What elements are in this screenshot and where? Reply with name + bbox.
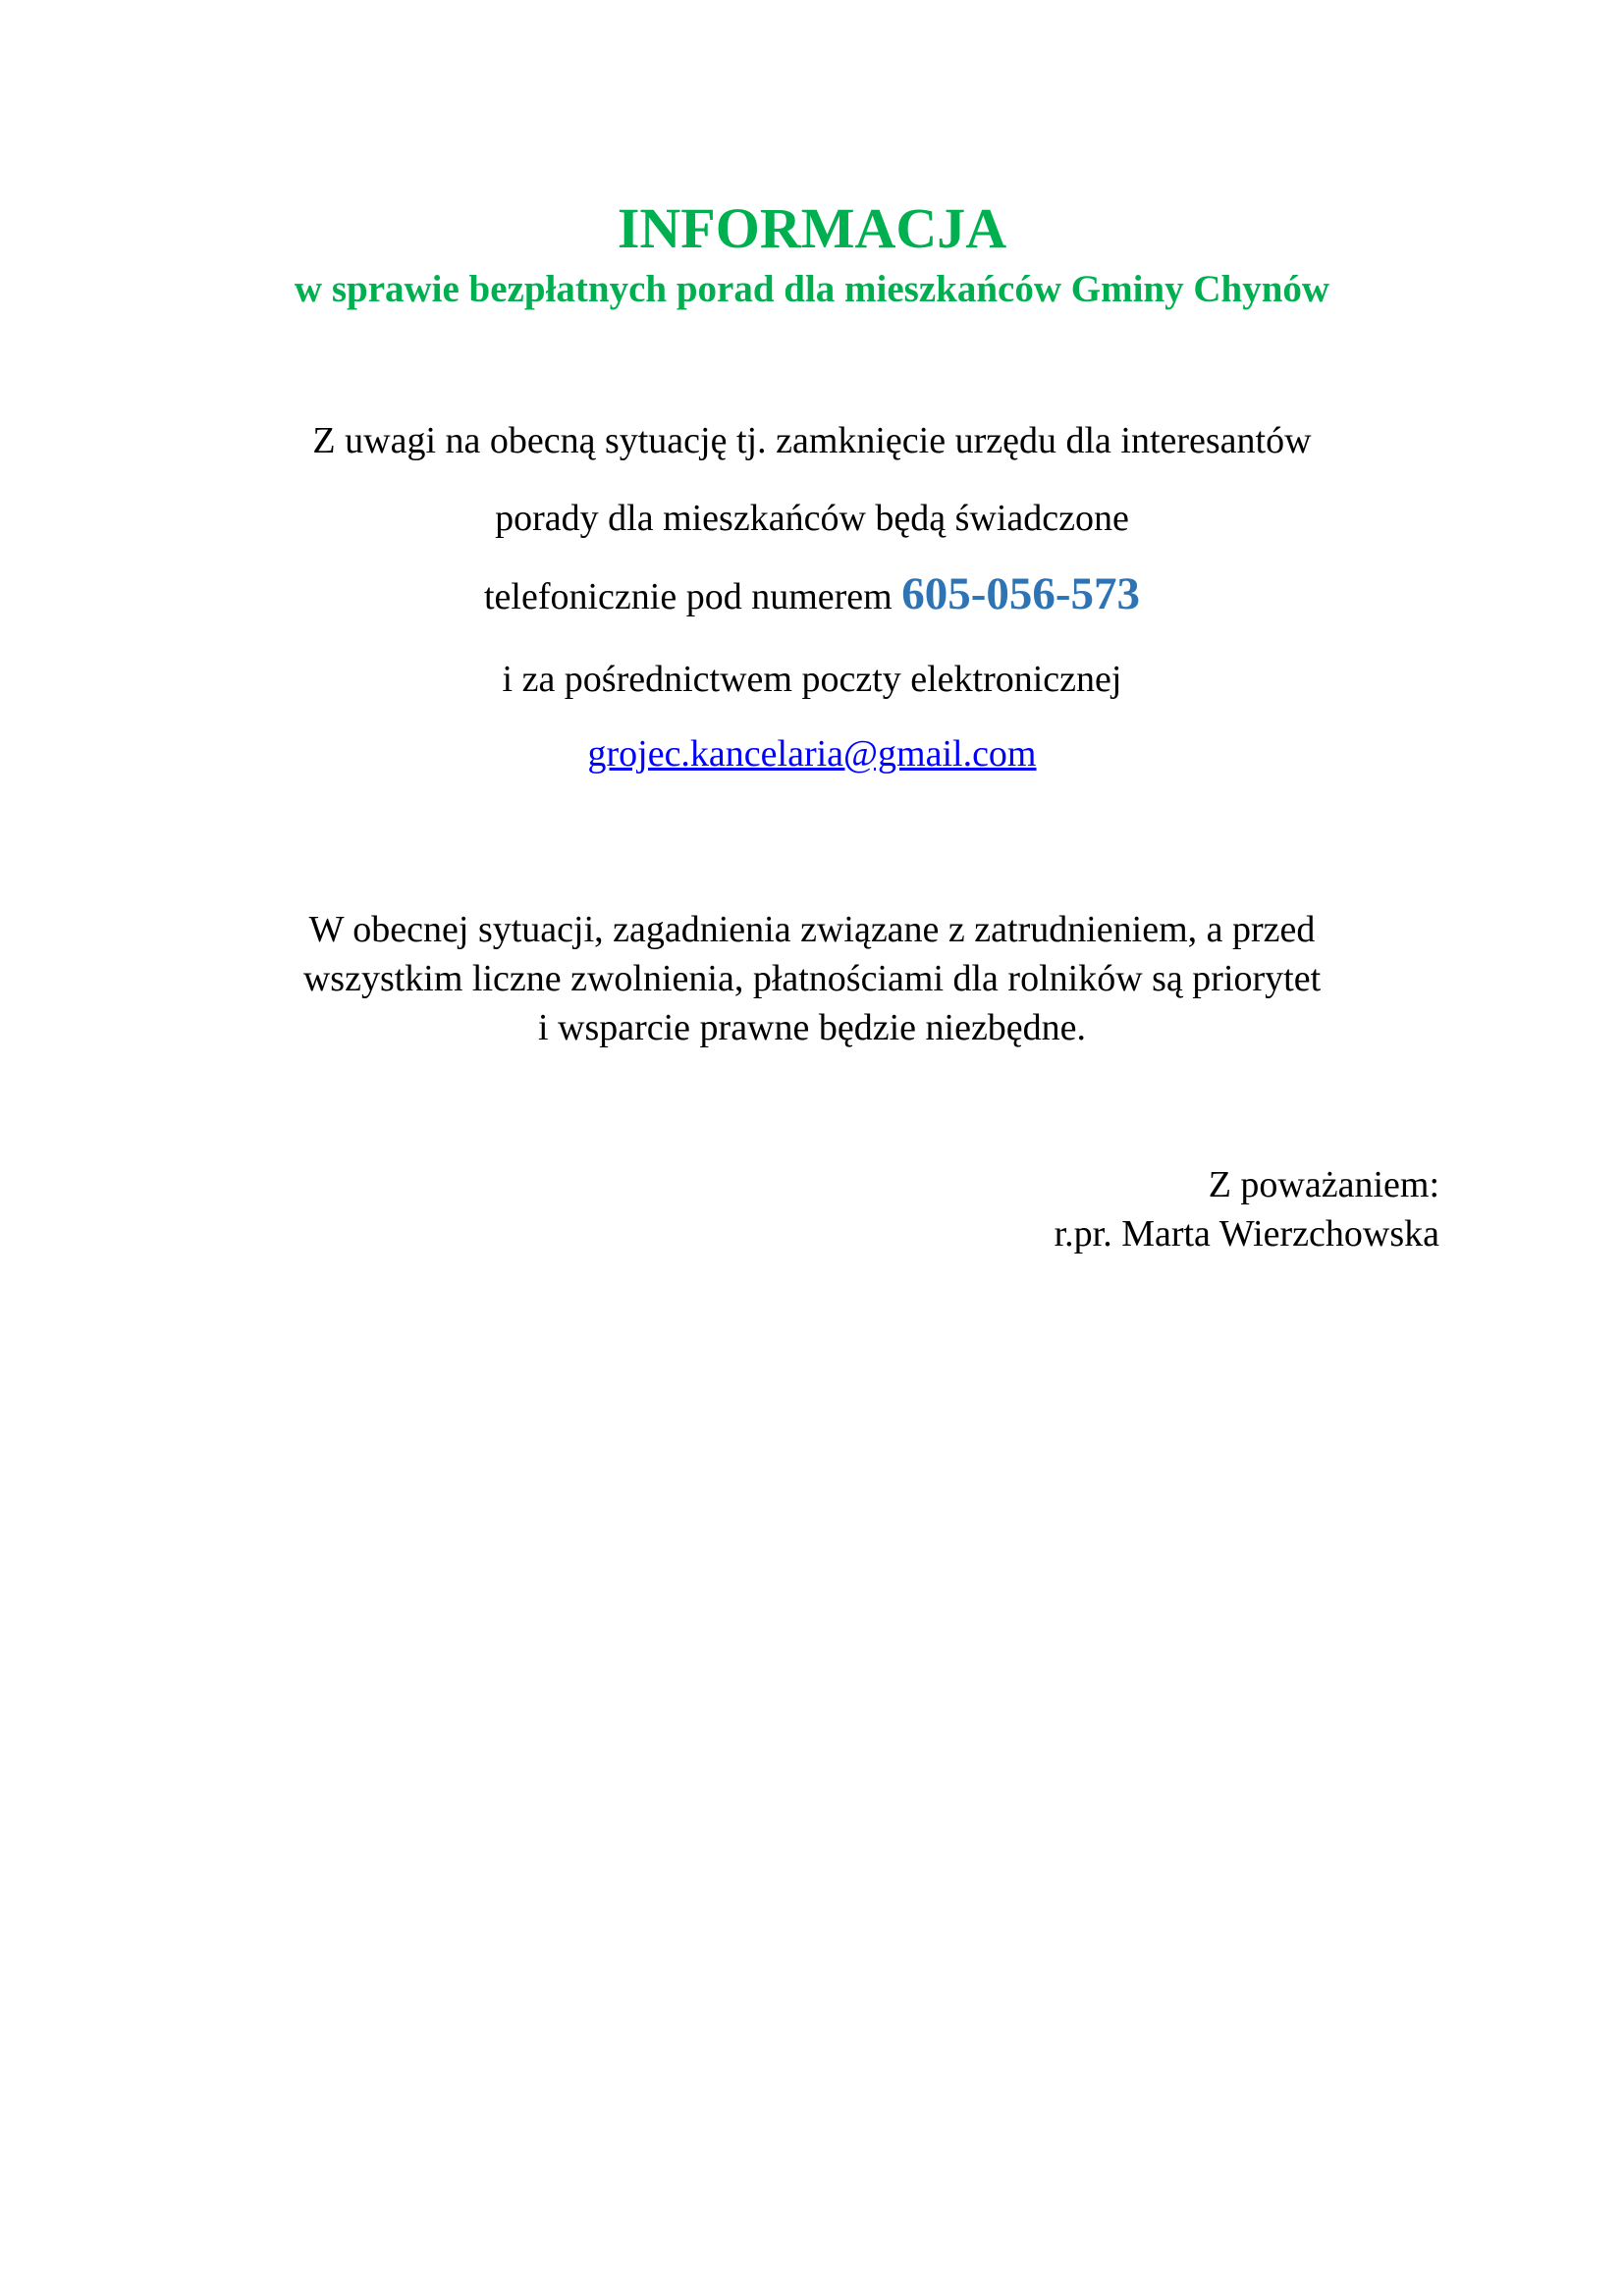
document-title: INFORMACJA — [617, 196, 1007, 260]
closing-block — [1055, 1160, 1439, 1258]
body-line-email-intro: i za pośrednictwem poczty elektronicznej — [502, 659, 1122, 700]
body-line-closure-notice: Z uwagi na obecną sytuację tj. zamknięcie urzędu dla interesantów — [312, 420, 1312, 461]
paragraph-line: wszystkim liczne zwolnienia, płatnościami dla rolników są priorytet — [302, 958, 1322, 999]
paragraph-line: W obecnej sytuacji, zagadnienia związane z zatrudnieniem, a przed — [308, 909, 1316, 950]
signature: r.pr. Marta Wierzchowska — [1054, 1213, 1439, 1255]
body-line-phone — [0, 569, 1624, 621]
paragraph-line: i wsparcie prawne będzie niezbędne. — [537, 1007, 1087, 1048]
phone-number: 605-056-573 — [901, 568, 1141, 619]
phone-intro-text: telefonicznie pod numerem — [483, 576, 902, 617]
priority-paragraph — [0, 905, 1624, 1052]
email-link[interactable]: grojec.kancelaria@gmail.com — [587, 733, 1037, 774]
closing-greeting: Z poważaniem: — [1208, 1164, 1439, 1205]
document-subtitle: w sprawie bezpłatnych porad dla mieszkańców Gminy Chynów — [294, 268, 1330, 310]
body-line-email — [0, 729, 1624, 778]
body-line-advice-provided: porady dla mieszkańców będą świadczone — [495, 498, 1129, 539]
